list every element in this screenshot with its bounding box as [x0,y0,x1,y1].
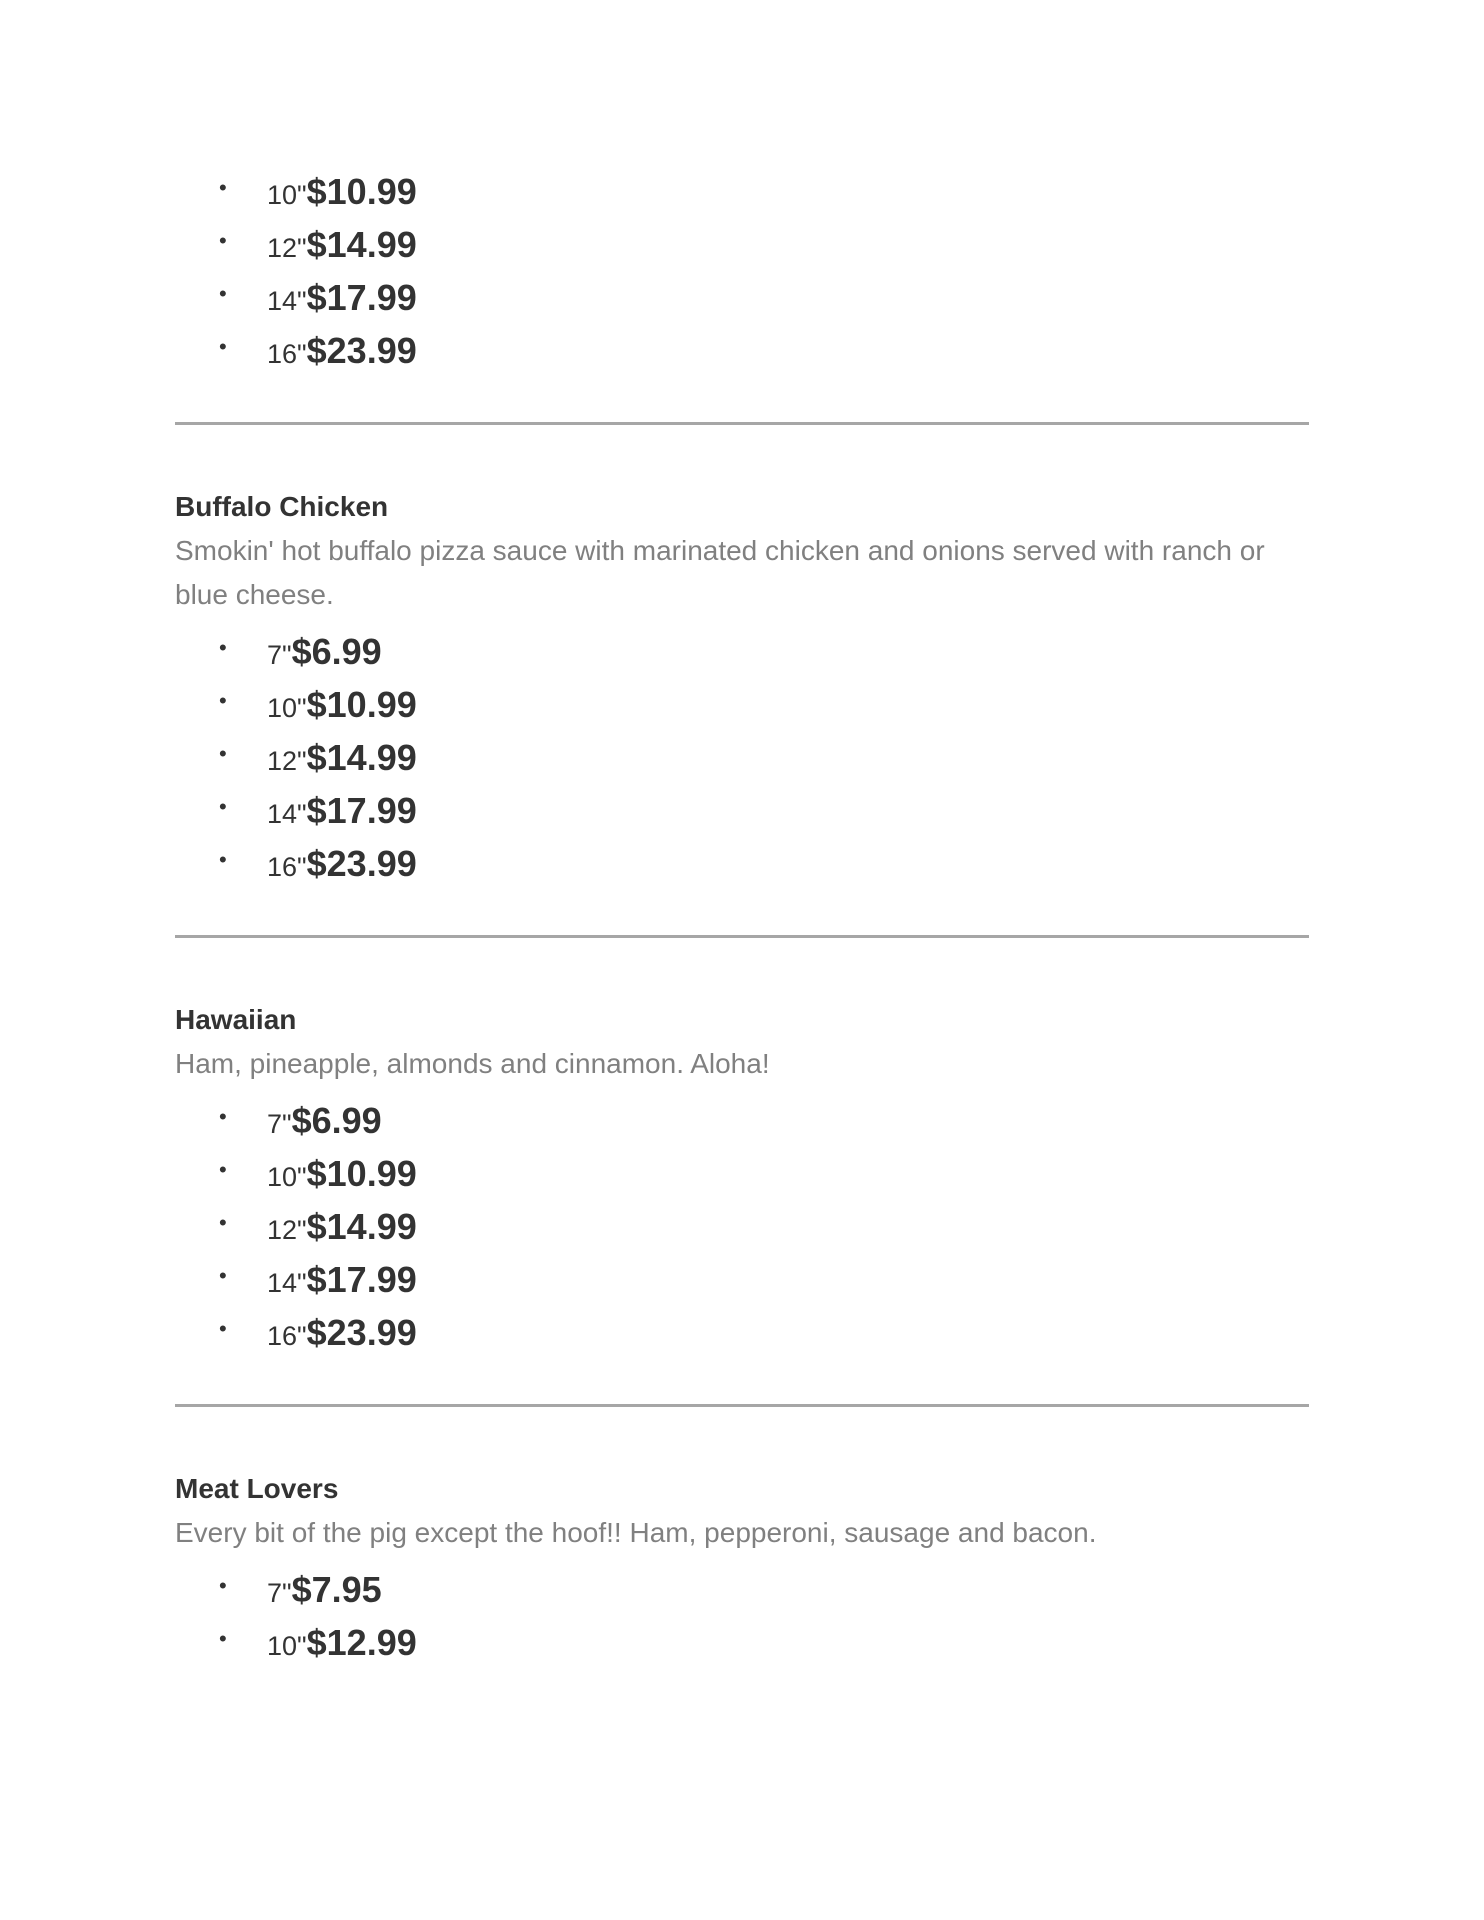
item-title: Hawaiian [175,1004,297,1035]
item-description: Ham, pineapple, almonds and cinnamon. Aloha! [175,1048,770,1079]
price-value: $17.99 [306,277,417,318]
price-value: $14.99 [306,737,417,778]
price-value: $14.99 [306,1206,417,1247]
price-list [175,1094,1309,1359]
price-value: $14.99 [306,224,417,265]
size-label: 14" [267,286,307,316]
price-value: $10.99 [306,171,417,212]
price-row [175,1200,1309,1253]
size-label: 10" [267,693,307,723]
item-description: Smokin' hot buffalo pizza sauce with marinated chicken and onions served with ranch or blue cheese. [175,535,1265,610]
bullet-icon: • [219,281,227,306]
price-value: $23.99 [306,330,417,371]
price-row [175,731,1309,784]
item-description: Every bit of the pig except the hoof!! Ham, pepperoni, sausage and bacon. [175,1517,1097,1548]
bullet-icon: • [219,228,227,253]
bullet-icon: • [219,635,227,660]
menu-page [175,165,1309,1669]
price-list [175,1563,1309,1669]
item-title: Meat Lovers [175,1473,339,1504]
price-value: $10.99 [306,684,417,725]
size-label: 14" [267,1268,307,1298]
menu-item-hawaiian [175,998,1309,1359]
size-label: 16" [267,1321,307,1351]
bullet-icon: • [219,1626,227,1651]
size-label: 7" [267,1578,292,1608]
size-label: 12" [267,746,307,776]
size-label: 16" [267,852,307,882]
menu-item-buffalo-chicken [175,485,1309,890]
price-value: $6.99 [291,631,382,672]
bullet-icon: • [219,741,227,766]
price-row [175,1616,1309,1669]
section-divider [175,1404,1309,1407]
price-row [175,1563,1309,1616]
price-row [175,1306,1309,1359]
price-value: $23.99 [306,1312,417,1353]
bullet-icon: • [219,1573,227,1598]
price-row [175,625,1309,678]
section-divider [175,935,1309,938]
price-row [175,784,1309,837]
price-row [175,324,1309,377]
size-label: 16" [267,339,307,369]
price-row [175,218,1309,271]
bullet-icon: • [219,688,227,713]
size-label: 12" [267,1215,307,1245]
bullet-icon: • [219,1263,227,1288]
price-row [175,165,1309,218]
price-value: $10.99 [306,1153,417,1194]
bullet-icon: • [219,1104,227,1129]
bullet-icon: • [219,794,227,819]
price-value: $12.99 [306,1622,417,1663]
size-label: 7" [267,640,292,670]
size-label: 10" [267,1162,307,1192]
price-list [175,625,1309,890]
size-label: 7" [267,1109,292,1139]
price-value: $7.95 [291,1569,382,1610]
bullet-icon: • [219,334,227,359]
bullet-icon: • [219,175,227,200]
menu-item-continued [175,165,1309,377]
bullet-icon: • [219,1157,227,1182]
bullet-icon: • [219,1210,227,1235]
bullet-icon: • [219,847,227,872]
menu-item-meat-lovers [175,1467,1309,1669]
price-row [175,678,1309,731]
price-value: $6.99 [291,1100,382,1141]
size-label: 10" [267,180,307,210]
bullet-icon: • [219,1316,227,1341]
size-label: 14" [267,799,307,829]
price-list [175,165,1309,377]
size-label: 12" [267,233,307,263]
size-label: 10" [267,1631,307,1661]
price-value: $17.99 [306,790,417,831]
price-row [175,1094,1309,1147]
price-row [175,837,1309,890]
price-row [175,1253,1309,1306]
section-divider [175,422,1309,425]
price-value: $17.99 [306,1259,417,1300]
price-row [175,271,1309,324]
price-row [175,1147,1309,1200]
item-title: Buffalo Chicken [175,491,389,522]
price-value: $23.99 [306,843,417,884]
